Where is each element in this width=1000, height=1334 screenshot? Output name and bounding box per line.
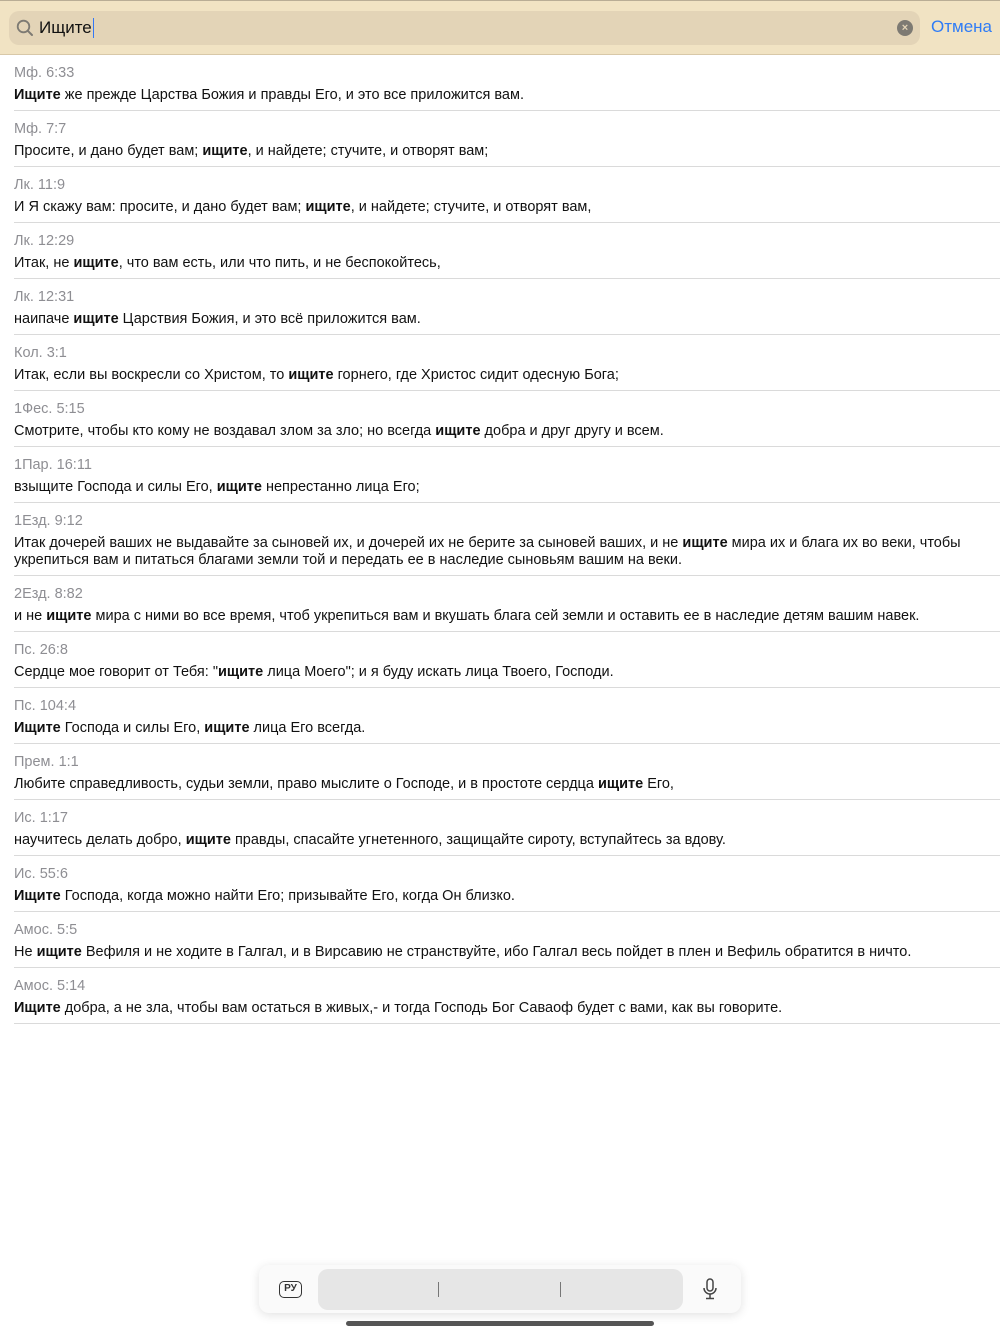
verse-reference: 2Езд. 8:82 bbox=[14, 586, 83, 602]
verse-reference: 1Фес. 5:15 bbox=[14, 401, 85, 417]
verse-text bbox=[14, 143, 1000, 160]
result-row[interactable] bbox=[14, 223, 1000, 279]
verse-reference: 1Пар. 16:11 bbox=[14, 457, 92, 473]
result-row[interactable] bbox=[14, 391, 1000, 447]
verse-reference: Лк. 12:31 bbox=[14, 289, 75, 305]
text-segment: Господа, когда можно найти Его; призывайте Его, когда Он близко. bbox=[60, 888, 515, 904]
verse-reference: Пс. 104:4 bbox=[14, 698, 77, 714]
text-segment: Вефиля и не ходите в Галгал, и в Вирсавию не странствуйте, ибо Галгал весь пойдет в плен и Вефиль обратится в ничто. bbox=[81, 944, 912, 960]
highlighted-match: ищите bbox=[202, 143, 248, 159]
search-field[interactable] bbox=[9, 11, 920, 45]
text-segment: Любите справедливость, судьи земли, право мыслите о Господе, и в простоте сердца bbox=[14, 776, 598, 792]
keyboard-language-button[interactable]: РУ bbox=[279, 1281, 302, 1298]
verse-reference: Ис. 55:6 bbox=[14, 866, 68, 882]
text-segment: и не bbox=[14, 608, 47, 624]
result-row[interactable] bbox=[14, 447, 1000, 503]
verse-reference: 1Езд. 9:12 bbox=[14, 513, 83, 529]
highlighted-match: ищите bbox=[288, 367, 334, 383]
highlighted-match: ищите bbox=[73, 255, 119, 271]
text-segment: Сердце мое говорит от Тебя: " bbox=[14, 664, 218, 680]
text-segment: Не bbox=[14, 944, 37, 960]
result-row[interactable] bbox=[14, 912, 1000, 968]
text-segment: добра, а не зла, чтобы вам остаться в живых,- и тогда Господь Бог Саваоф будет с вами, как вы говорите. bbox=[60, 1000, 783, 1016]
divider bbox=[438, 1282, 439, 1297]
text-segment: , и найдете; стучите, и отворят вам, bbox=[350, 199, 592, 215]
result-row[interactable] bbox=[14, 688, 1000, 744]
text-segment: Его, bbox=[643, 776, 674, 792]
divider bbox=[560, 1282, 561, 1297]
verse-reference: Ис. 1:17 bbox=[14, 810, 68, 826]
result-row[interactable] bbox=[14, 800, 1000, 856]
highlighted-match: Ищите bbox=[14, 888, 61, 904]
text-segment: же прежде Царства Божия и правды Его, и это все приложится вам. bbox=[60, 87, 524, 103]
highlighted-match: ищите bbox=[46, 608, 92, 624]
text-segment: непрестанно лица Его; bbox=[261, 479, 420, 495]
highlighted-match: ищите bbox=[305, 199, 351, 215]
keyboard-toolbar bbox=[259, 1265, 741, 1313]
verse-text bbox=[14, 87, 1000, 104]
highlighted-match: ищите bbox=[682, 535, 728, 551]
highlighted-match: ищите bbox=[217, 664, 264, 680]
text-segment: И Я скажу вам: просите, и дано будет вам; bbox=[14, 199, 306, 215]
result-row[interactable] bbox=[14, 279, 1000, 335]
text-segment: , что вам есть, или что пить, и не беспокойтесь, bbox=[118, 255, 441, 271]
verse-reference: Амос. 5:5 bbox=[14, 922, 78, 938]
verse-text bbox=[14, 423, 1000, 440]
result-row[interactable] bbox=[14, 335, 1000, 391]
search-header bbox=[0, 0, 1000, 55]
verse-text bbox=[14, 776, 1000, 793]
microphone-icon[interactable] bbox=[702, 1278, 718, 1305]
highlighted-match: Ищите bbox=[14, 1000, 61, 1016]
verse-text bbox=[14, 832, 1000, 849]
text-segment: правды, спасайте угнетенного, защищайте сироту, вступайтесь за вдову. bbox=[230, 832, 726, 848]
text-segment: , и найдете; стучите, и отворят вам; bbox=[247, 143, 489, 159]
clear-icon[interactable]: × bbox=[897, 20, 913, 36]
home-indicator[interactable] bbox=[346, 1321, 654, 1326]
text-segment: Смотрите, чтобы кто кому не воздавал злом за зло; но всегда bbox=[14, 423, 436, 439]
result-row[interactable] bbox=[14, 167, 1000, 223]
highlighted-match: ищите bbox=[36, 944, 82, 960]
text-segment: научитесь делать добро, bbox=[14, 832, 186, 848]
verse-text bbox=[14, 367, 1000, 384]
verse-text bbox=[14, 535, 1000, 569]
result-row[interactable] bbox=[14, 576, 1000, 632]
results-list bbox=[0, 55, 1000, 1024]
verse-reference: Лк. 11:9 bbox=[14, 177, 66, 193]
text-segment: мира их и блага их во веки, чтобы укрепиться вам и питаться благами земли той и передать ее в наследие сыновьям вашим на веки. bbox=[14, 535, 961, 568]
text-segment: лица Моего"; и я буду искать лица Твоего, Господи. bbox=[263, 664, 614, 680]
cancel-button[interactable]: Отмена bbox=[931, 17, 992, 36]
result-row[interactable] bbox=[14, 968, 1000, 1024]
verse-text bbox=[14, 479, 1000, 496]
highlighted-match: ищите bbox=[185, 832, 231, 848]
text-segment: добра и друг другу и всем. bbox=[480, 423, 664, 439]
text-segment: Итак, если вы воскресли со Христом, то bbox=[14, 367, 289, 383]
result-row[interactable] bbox=[14, 744, 1000, 800]
result-row[interactable] bbox=[14, 111, 1000, 167]
text-segment: горнего, где Христос сидит одесную Бога; bbox=[333, 367, 619, 383]
verse-text bbox=[14, 888, 1000, 905]
result-row[interactable] bbox=[14, 55, 1000, 111]
text-segment: наипаче bbox=[14, 311, 74, 327]
verse-text bbox=[14, 608, 1000, 625]
verse-reference: Амос. 5:14 bbox=[14, 978, 86, 994]
result-row[interactable] bbox=[14, 503, 1000, 576]
highlighted-match: ищите bbox=[73, 311, 119, 327]
text-segment: Царствия Божия, и это всё приложится вам. bbox=[118, 311, 421, 327]
text-segment: мира с ними во все время, чтоб укрепиться вам и вкушать блага сей земли и оставить ее в наследие детям вашим навек. bbox=[91, 608, 920, 624]
verse-text bbox=[14, 664, 1000, 681]
verse-reference: Лк. 12:29 bbox=[14, 233, 75, 249]
highlighted-match: Ищите bbox=[14, 87, 61, 103]
verse-text bbox=[14, 1000, 1000, 1017]
highlighted-match: ищите bbox=[435, 423, 481, 439]
verse-reference: Пс. 26:8 bbox=[14, 642, 68, 658]
text-segment: взыщите Господа и силы Его, bbox=[14, 479, 217, 495]
search-input[interactable]: Ищите bbox=[39, 18, 92, 37]
verse-reference: Мф. 6:33 bbox=[14, 65, 75, 81]
text-segment: Просите, и дано будет вам; bbox=[14, 143, 203, 159]
text-segment: Итак дочерей ваших не выдавайте за сыновей их, и дочерей их не берите за сыновей ваших, и не bbox=[14, 535, 683, 551]
text-segment: Господа и силы Его, bbox=[60, 720, 205, 736]
text-segment: Итак, не bbox=[14, 255, 74, 271]
predictive-text-bar[interactable] bbox=[318, 1269, 683, 1310]
verse-text bbox=[14, 720, 1000, 737]
verse-text bbox=[14, 311, 1000, 328]
text-segment: лица Его всегда. bbox=[249, 720, 366, 736]
verse-text bbox=[14, 199, 1000, 216]
verse-reference: Кол. 3:1 bbox=[14, 345, 67, 361]
result-row[interactable] bbox=[14, 632, 1000, 688]
verse-reference: Прем. 1:1 bbox=[14, 754, 79, 770]
verse-text bbox=[14, 255, 1000, 272]
highlighted-match: ищите bbox=[597, 776, 644, 792]
highlighted-match: ищите bbox=[204, 720, 250, 736]
verse-text bbox=[14, 944, 1000, 961]
result-row[interactable] bbox=[14, 856, 1000, 912]
highlighted-match: Ищите bbox=[14, 720, 61, 736]
verse-reference: Мф. 7:7 bbox=[14, 121, 67, 137]
highlighted-match: ищите bbox=[216, 479, 262, 495]
search-icon bbox=[16, 19, 34, 42]
